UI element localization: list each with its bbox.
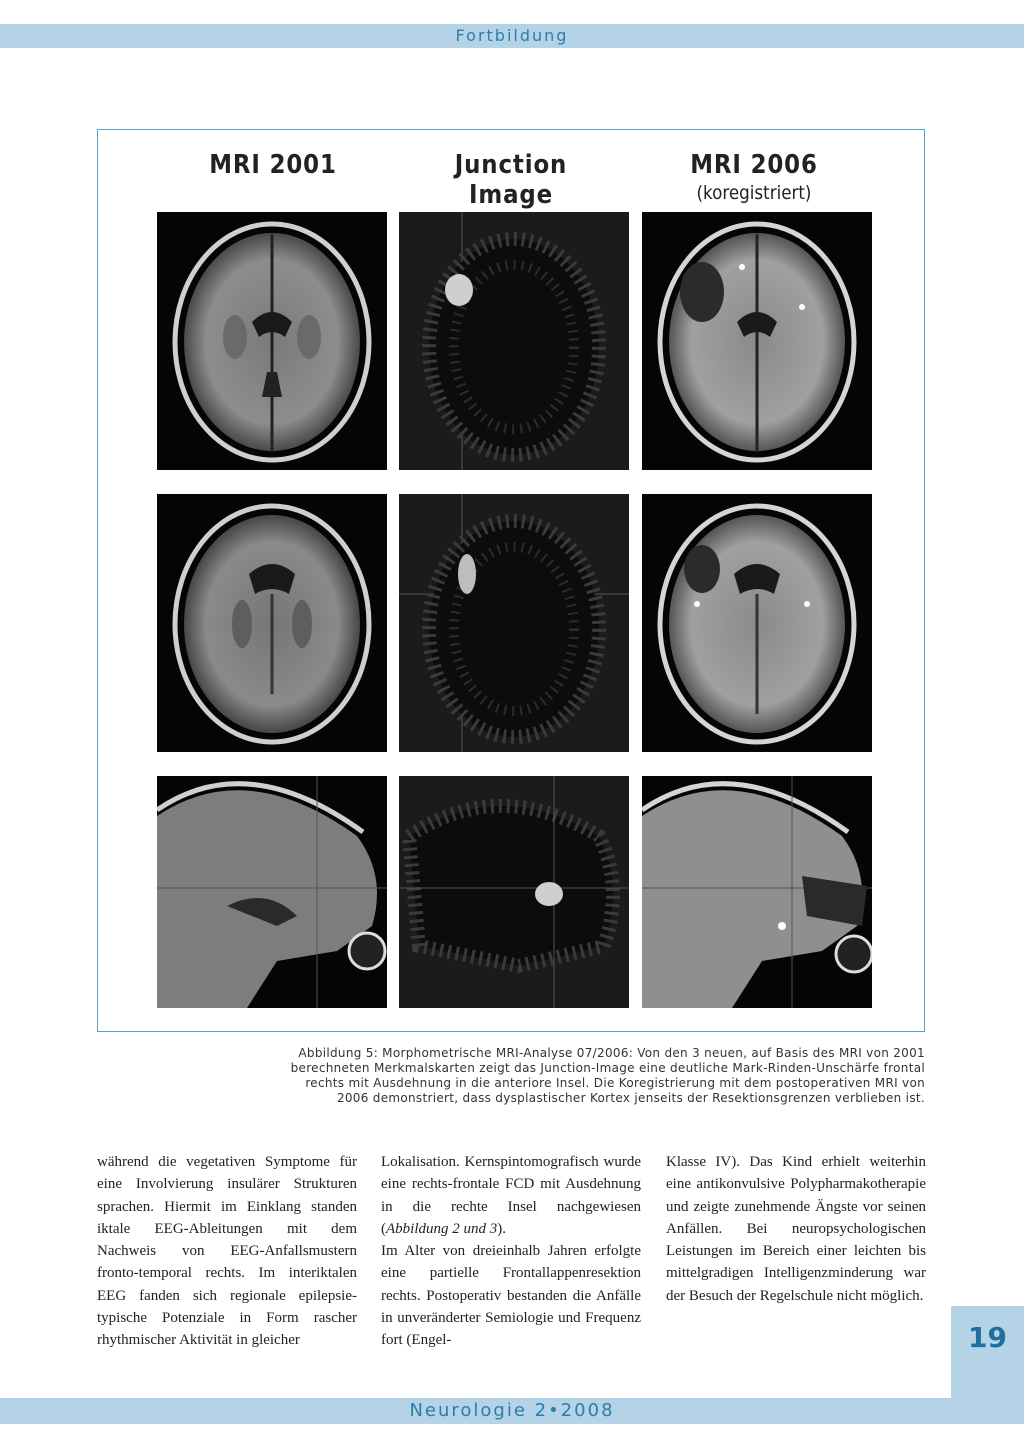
panel-mri-2001-axial-upper xyxy=(157,212,387,470)
panel-mri-2001-sagittal xyxy=(157,776,387,1008)
paragraph: während die vegetativen Symptome für eine Involvierung insulärer Strukturen sprachen. Hiermit im Einklang standen iktale EEG-Ableitungen mit dem Nachweis von EEG-Anfallsmustern fronto-temporal rechts. Im interiktalen EEG fanden sich regionale epilepsietypische Potenziale in Form rascher rhythmischer Aktivität in gleicher xyxy=(97,1154,357,1349)
panel-mri-2006-axial-lower xyxy=(642,494,872,752)
footer-band xyxy=(0,1398,1024,1424)
section-label: Fortbildung xyxy=(455,26,569,45)
paragraph xyxy=(381,1151,641,1240)
figure-reference: Abbildung 2 und 3 xyxy=(386,1220,498,1237)
caption-line: Abbildung 5: Morphometrische MRI-Analyse 07/2006: Von den 3 neuen, auf Basis des MRI von 2001 xyxy=(298,1046,925,1060)
caption-line: berechneten Merkmalskarten zeigt das Junction-Image eine deutliche Mark-Rinden-Unschärfe frontal xyxy=(290,1061,925,1075)
header-band xyxy=(0,24,1024,48)
panel-junction-axial-lower xyxy=(399,494,629,752)
column-subtitle-mri-2006: (koregistriert) xyxy=(696,182,812,204)
text-span: Lokalisation. Kernspintomografisch wurde eine rechts-frontale FCD mit Ausdehnung in die rechte Insel nachgewiesen ( xyxy=(381,1154,641,1237)
panel-mri-2001-axial-lower xyxy=(157,494,387,752)
column-title-mri-2006: MRI 2006 xyxy=(690,150,818,180)
column-title-junction-image: Junction Image xyxy=(454,150,568,210)
text-span: ). xyxy=(497,1220,506,1237)
caption-line: rechts mit Ausdehnung in die anteriore Insel. Die Koregistrierung mit dem postoperativen MRI von xyxy=(305,1076,925,1090)
panel-mri-2006-axial-upper xyxy=(642,212,872,470)
paragraph: Klasse IV). Das Kind erhielt weiterhin eine antikonvulsive Polypharmakotherapie und zeigte zunehmende Ängste vor seinen Anfällen. Bei neuropsychologischen Leistungen im Bereich einer leichten bis mittelgradigen Intelligenzminderung war der Besuch der Regelschule nicht möglich. xyxy=(666,1154,926,1304)
journal-label: Neurologie 2•2008 xyxy=(409,1400,615,1421)
figure-5 xyxy=(97,129,925,1032)
column-title-mri-2001: MRI 2001 xyxy=(209,150,337,180)
panel-mri-2006-sagittal xyxy=(642,776,872,1008)
text-column-1 xyxy=(97,1151,357,1352)
panel-junction-sagittal xyxy=(399,776,629,1008)
figure-caption xyxy=(97,1046,925,1106)
panel-junction-axial-upper xyxy=(399,212,629,470)
caption-line: 2006 demonstriert, dass dysplastischer Kortex jenseits der Resektionsgrenzen verblieben ist. xyxy=(336,1091,925,1105)
text-column-2 xyxy=(381,1151,641,1352)
page-number-tab xyxy=(951,1306,1024,1398)
page-number: 19 xyxy=(968,1321,1007,1354)
text-column-3 xyxy=(666,1151,926,1307)
paragraph: Im Alter von dreieinhalb Jahren erfolgte eine partielle Frontallappenresektion rechts. Postoperativ bestanden die Anfälle in unveränderter Semiologie und Frequenz fort (Engel- xyxy=(381,1243,641,1349)
